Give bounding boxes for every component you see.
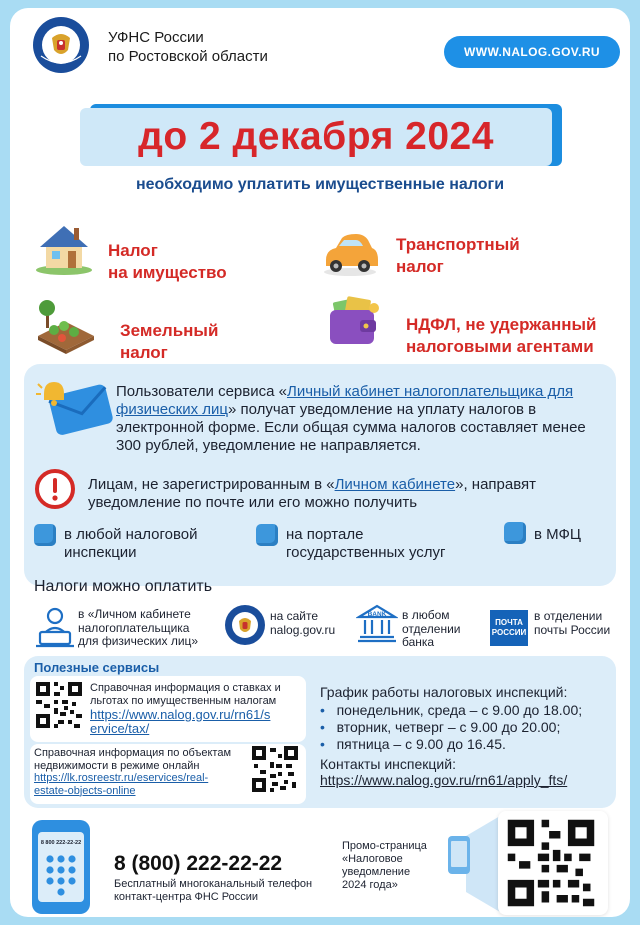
schedule-item-fri	[320, 736, 582, 753]
post-logo-line2: РОССИИ	[491, 628, 527, 637]
schedule-line-2: вторник, четверг – с 9.00 до 20.00;	[336, 719, 561, 735]
fns-emblem-small-icon	[224, 604, 266, 646]
pay-lk	[78, 608, 198, 649]
schedule-line-3: пятница – с 9.00 до 16.45.	[336, 736, 506, 752]
info-p1-after: » получат уведомление на уплату налогов в электронной форме. Если общая сумма налогов составляет менее 300 рублей, уведомление не направляется.	[116, 401, 586, 454]
rates-link[interactable]	[90, 708, 270, 736]
promo-line3: уведомление	[342, 866, 411, 878]
schedule-list	[320, 702, 582, 753]
rosreestr-text-line1: Справочная информация по объектам	[34, 747, 232, 759]
rosreestr-text	[34, 747, 231, 772]
option-gosuslugi-line2: государственных услуг	[286, 544, 446, 561]
pay-title: Налоги можно оплатить	[34, 578, 213, 595]
tax-ndfl	[406, 314, 597, 358]
pay-bank-line3: банка	[402, 635, 435, 649]
pay-site	[270, 610, 335, 637]
house-icon	[32, 220, 96, 276]
pay-lk-line1: в «Личном кабинете	[78, 607, 191, 621]
tax-ndfl-line2: налоговыми агентами	[406, 337, 594, 356]
info-paragraph-1	[116, 383, 614, 455]
rosreestr-link[interactable]	[34, 772, 208, 797]
headline-subtitle: необходимо уплатить имущественные налоги	[135, 176, 505, 193]
lk-link[interactable]: Личный кабинет налогоплательщика для физических лиц	[116, 383, 574, 418]
envelope-bell-icon	[34, 372, 120, 442]
fns-emblem-icon	[32, 16, 90, 74]
bank-icon	[356, 602, 398, 644]
info-paragraph-2	[88, 476, 612, 512]
rosreestr-text-line2: недвижимости в режиме онлайн	[34, 759, 200, 772]
pay-site-line2: nalog.gov.ru	[270, 622, 336, 637]
promo-text	[342, 840, 427, 892]
rates-text-line2: льготах по имущественным налогам	[90, 694, 277, 707]
checkbox-icon	[256, 524, 278, 546]
hotline-number[interactable]: 8 (800) 222-22-22	[114, 852, 283, 875]
phone-screen-number: 8 800 222-22-22	[40, 840, 82, 846]
pay-lk-line2: налогоплательщика	[78, 620, 190, 635]
schedule-item-mon-wed	[320, 702, 582, 719]
rates-text-line1: Справочная информация о ставках и	[90, 682, 281, 694]
tax-land-line1: Земельный	[120, 321, 219, 340]
schedule-title: График работы налоговых инспекций:	[320, 684, 568, 700]
schedule-item-tue-thu	[320, 719, 582, 736]
qr-code-rosreestr[interactable]	[250, 744, 300, 794]
pay-post	[534, 610, 610, 637]
pay-bank	[402, 609, 461, 650]
info-p2-after: », направят уведомление по почте или его можно получить	[88, 476, 537, 511]
contacts-title: Контакты инспекций:	[320, 756, 456, 772]
promo-line1: Промо-страница	[342, 840, 427, 852]
checkbox-icon	[34, 524, 56, 546]
option-gosuslugi	[286, 526, 446, 562]
tax-land-line2: налог	[120, 343, 168, 362]
option-tax-office-line2: инспекции	[64, 544, 137, 561]
rates-link-line1[interactable]: https://www.nalog.gov.ru/rn61/s	[90, 707, 271, 722]
bullet: •	[320, 702, 337, 718]
pay-bank-line1: в любом	[402, 608, 450, 622]
bullet: •	[320, 719, 337, 735]
schedule-line-1: понедельник, среда – с 9.00 до 18.00;	[336, 702, 583, 718]
option-gosuslugi-line1: на портале	[286, 526, 364, 543]
pay-post-line2: почты России	[534, 622, 611, 637]
checkbox-icon	[504, 522, 526, 544]
option-mfc: в МФЦ	[534, 526, 581, 543]
org-name-line1: УФНС России	[108, 29, 204, 46]
site-link-button[interactable]: WWW.NALOG.GOV.RU	[444, 36, 620, 68]
promo-line2: «Налоговое	[342, 853, 403, 865]
qr-code-promo[interactable]	[504, 816, 598, 910]
pay-post-line1: в отделении	[534, 609, 603, 623]
rosreestr-link-line2[interactable]: estate-objects-online	[34, 784, 136, 797]
org-name	[108, 28, 268, 66]
tax-transport	[396, 234, 520, 278]
phone-scan-icon	[442, 816, 502, 912]
org-name-line2: по Ростовской области	[108, 48, 268, 65]
tax-property	[108, 240, 227, 284]
tax-transport-line1: Транспортный	[396, 235, 520, 254]
bullet: •	[320, 736, 337, 752]
hotline-desc-line2: контакт-центра ФНС России	[114, 891, 259, 903]
tax-land	[120, 320, 218, 364]
hotline-desc-line1: Бесплатный многоканальный телефон	[114, 878, 313, 890]
qr-code-rates[interactable]	[34, 680, 84, 730]
poster	[10, 8, 630, 917]
info-p2-before: Лицам, не зарегистрированным в «	[88, 476, 335, 493]
lk-short-link[interactable]: Личном кабинете	[334, 476, 456, 493]
tax-ndfl-line1: НДФЛ, не удержанный	[406, 315, 597, 334]
land-plot-icon	[34, 298, 98, 354]
warning-icon	[34, 468, 76, 510]
rosreestr-link-line1[interactable]: https://lk.rosreestr.ru/eservices/real-	[34, 772, 209, 784]
tax-property-line2: на имущество	[108, 263, 227, 282]
car-icon	[318, 224, 382, 280]
promo-line4: 2024 года»	[342, 879, 398, 891]
tax-transport-line2: налог	[396, 257, 444, 276]
bank-label: BANK	[367, 611, 387, 618]
tax-property-line1: Налог	[108, 241, 158, 260]
rates-link-line2[interactable]: ervice/tax/	[90, 721, 150, 736]
wallet-icon	[320, 294, 384, 350]
pay-lk-line3: для физических лиц»	[78, 634, 199, 648]
rates-text	[90, 682, 281, 707]
phone-device-icon	[32, 820, 90, 914]
hotline-description	[114, 878, 312, 904]
contacts-link[interactable]: https://www.nalog.gov.ru/rn61/apply_fts/	[320, 772, 568, 788]
deadline-date: до 2 декабря 2024	[80, 108, 552, 166]
user-laptop-icon	[34, 606, 76, 648]
option-tax-office-line1: в любой налоговой	[64, 526, 198, 543]
info-p1-before: Пользователи сервиса «	[116, 383, 287, 400]
keypad-icon	[45, 854, 77, 898]
option-tax-office	[64, 526, 198, 562]
pay-site-line1: на сайте	[270, 609, 319, 623]
services-title: Полезные сервисы	[34, 660, 160, 675]
russian-post-logo	[490, 610, 528, 646]
pay-bank-line2: отделении	[402, 621, 461, 636]
post-logo-line1: ПОЧТА	[495, 618, 523, 627]
